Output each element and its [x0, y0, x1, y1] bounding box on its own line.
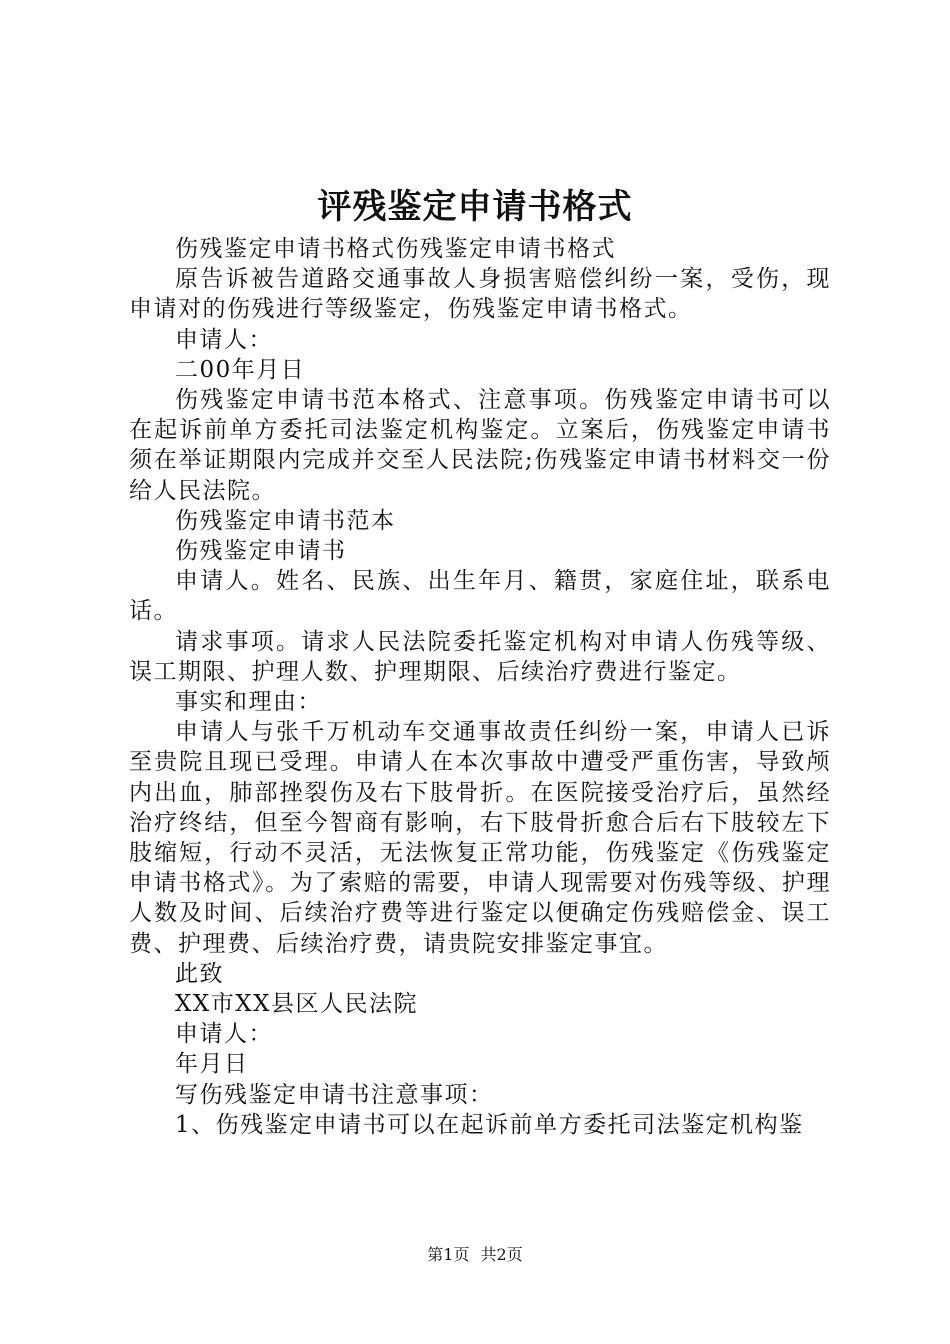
paragraph: 请求事项。请求人民法院委托鉴定机构对申请人伤残等级、误工期限、护理人数、护理期限、后续治疗费进行鉴定。: [129, 628, 831, 685]
paragraph: 伤残鉴定申请书格式伤残鉴定申请书格式: [175, 236, 616, 262]
paragraph: 1、伤残鉴定申请书可以在起诉前单方委托司法鉴定机构鉴: [175, 1111, 804, 1138]
document-title: 评残鉴定申请书格式: [317, 187, 633, 227]
paragraph: 年月日: [175, 1051, 249, 1078]
paragraph: 伤残鉴定申请书范本格式、注意事项。伤残鉴定申请书可以在起诉前单方委托司法鉴定机构鉴定。立案后，伤残鉴定申请书须在举证期限内完成并交至人民法院;伤残鉴定申请书材料交一份给人民法院。: [129, 387, 831, 504]
paragraph: 写伤残鉴定申请书注意事项：: [175, 1081, 494, 1108]
paragraph: 申请人。姓名、民族、出生年月、籍贯，家庭住址，联系电话。: [129, 568, 831, 625]
paragraph: 伤残鉴定申请书范本: [175, 507, 396, 534]
page-number: 第1页: [427, 1245, 470, 1264]
paragraph: 申请人与张千万机动车交通事故责任纠纷一案，申请人已诉至贵院且现已受理。申请人在本次事故中遭受严重伤害，导致颅内出血，肺部挫裂伤及右下肢骨折。在医院接受治疗后，虽然经治疗终结，但至今智商有影响，右下肢骨折愈合后右下肢较左下肢缩短，行动不灵活，无法恢复正常功能，伤残鉴定《伤残鉴定申请书格式》。为了索赔的需要，申请人现需要对伤残等级、护理人数及时间、后续治疗费等进行鉴定以便确定伤残赔偿金、误工费、护理费、后续治疗费，请贵院安排鉴定事宜。: [129, 719, 831, 957]
paragraph: 原告诉被告道路交通事故人身损害赔偿纠纷一案，受伤，现申请对的伤残进行等级鉴定，伤残鉴定申请书格式。: [129, 266, 831, 323]
paragraph: 此致: [175, 960, 224, 987]
paragraph: 申请人：: [175, 1021, 273, 1048]
page-total: 共2页: [480, 1245, 523, 1264]
page-footer: [0, 1243, 950, 1267]
document-body: [129, 234, 831, 1140]
paragraph: 伤残鉴定申请书: [175, 538, 347, 565]
paragraph: XX市XX县区人民法院: [175, 991, 418, 1018]
paragraph: 事实和理由：: [175, 689, 322, 716]
paragraph: 申请人：: [175, 326, 273, 353]
paragraph: 二00年月日: [175, 356, 306, 383]
